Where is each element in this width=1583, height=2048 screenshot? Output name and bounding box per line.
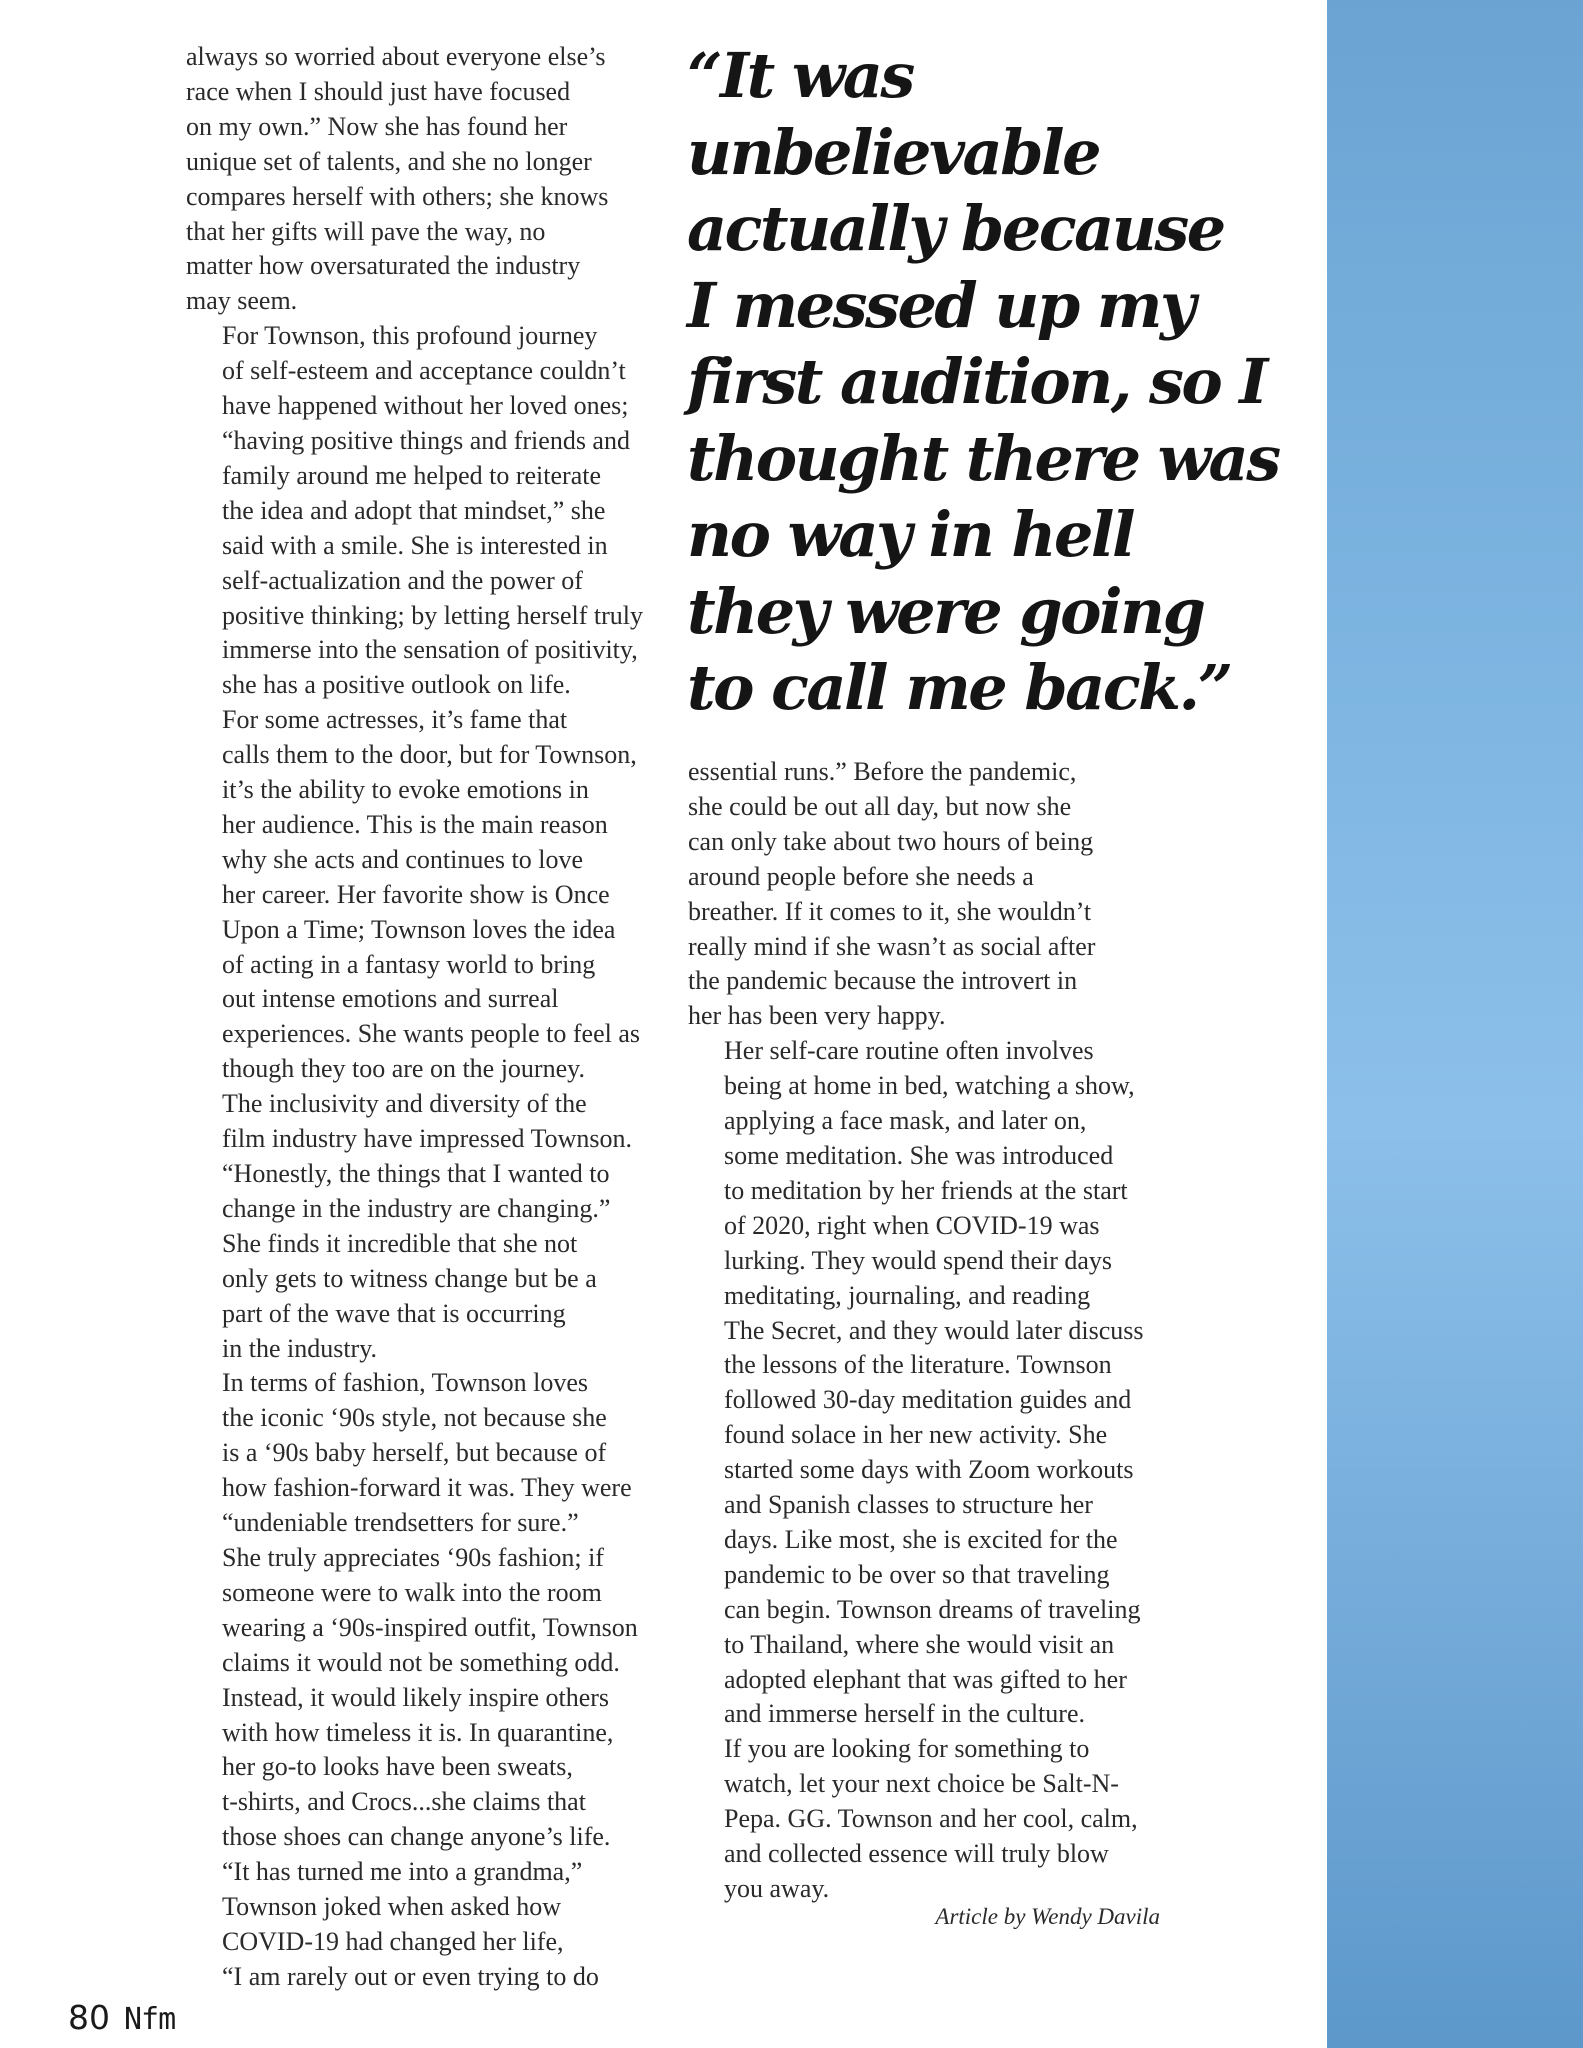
text-line: it’s the ability to evoke emotions in xyxy=(222,775,589,805)
text-line: Her self-care routine often involves xyxy=(724,1036,1094,1066)
text-line: matter how oversaturated the industry xyxy=(186,251,581,281)
text-line: “having positive things and friends and xyxy=(222,425,630,455)
text-line: calls them to the door, but for Townson, xyxy=(222,740,637,770)
text-line: film industry have impressed Townson. xyxy=(222,1124,633,1154)
text-line: in the industry. xyxy=(222,1333,378,1363)
text-line: and Spanish classes to structure her xyxy=(724,1490,1093,1520)
text-line: on my own.” Now she has found her xyxy=(186,111,568,141)
text-line: no way in hell xyxy=(687,498,1134,571)
text-line: first audition, so I xyxy=(687,345,1266,418)
text-line: Townson joked when asked how xyxy=(222,1892,562,1922)
text-line: the pandemic because the introvert in xyxy=(688,966,1078,996)
text-line: wearing a ‘90s-inspired outfit, Townson xyxy=(222,1612,638,1642)
text-line: can begin. Townson dreams of traveling xyxy=(724,1594,1141,1624)
text-line: have happened without her loved ones; xyxy=(222,391,629,421)
text-line: the lessons of the literature. Townson xyxy=(724,1350,1112,1380)
text-line: pandemic to be over so that traveling xyxy=(724,1559,1110,1589)
text-line: race when I should just have focused xyxy=(186,76,571,106)
text-line: that her gifts will pave the way, no xyxy=(186,216,546,246)
blue-photo-edge xyxy=(1327,0,1583,2048)
text-line: “Honestly, the things that I wanted to xyxy=(222,1159,610,1188)
page-number: 80 xyxy=(68,1998,110,2037)
text-line: her go-to looks have been sweats, xyxy=(222,1752,573,1782)
text-line: someone were to walk into the room xyxy=(222,1577,602,1607)
text-line: “It has turned me into a grandma,” xyxy=(222,1857,583,1887)
text-line: may seem. xyxy=(186,286,298,316)
text-line: only gets to witness change but be a xyxy=(222,1263,597,1293)
text-line: actually because xyxy=(687,192,1224,265)
text-line: and immerse herself in the culture. xyxy=(724,1699,1085,1729)
pull-quote xyxy=(687,38,1317,727)
text-line: change in the industry are changing.” xyxy=(222,1193,611,1223)
text-line: why she acts and continues to love xyxy=(222,844,584,874)
text-line: out intense emotions and surreal xyxy=(222,984,559,1014)
text-line: family around me helped to reiterate xyxy=(222,460,602,490)
text-line: For some actresses, it’s fame that xyxy=(222,705,568,735)
text-line: “I am rarely out or even trying to do xyxy=(222,1961,599,1991)
paragraph xyxy=(688,1732,1170,1907)
text-line: her audience. This is the main reason xyxy=(222,809,608,839)
text-line: adopted elephant that was gifted to her xyxy=(724,1664,1127,1694)
text-line: meditating, journaling, and reading xyxy=(724,1280,1091,1310)
text-line: lurking. They would spend their days xyxy=(724,1245,1113,1275)
text-line: positive thinking; by letting herself truly xyxy=(222,600,644,630)
text-line: with how timeless it is. In quarantine, xyxy=(222,1717,614,1747)
text-line: Pepa. GG. Townson and her cool, calm, xyxy=(724,1804,1138,1834)
paragraph xyxy=(688,755,1170,1034)
text-line: immerse into the sensation of positivity, xyxy=(222,635,638,665)
text-line: they were going xyxy=(687,574,1204,648)
text-line: t-shirts, and Crocs...she claims that xyxy=(222,1787,586,1817)
text-line: to Thailand, where she would visit an xyxy=(724,1629,1115,1659)
text-line: The inclusivity and diversity of the xyxy=(222,1089,587,1119)
text-line: The Secret, and they would later discuss xyxy=(724,1315,1144,1345)
text-line: Instead, it would likely inspire others xyxy=(222,1682,610,1712)
text-line: For Townson, this profound journey xyxy=(222,321,598,351)
left-text-column xyxy=(186,40,668,1995)
text-line: to call me back.” xyxy=(687,651,1231,724)
text-line: “undeniable trendsetters for sure.” xyxy=(222,1508,579,1538)
text-line: breather. If it comes to it, she wouldn’t xyxy=(688,896,1092,926)
text-line: said with a smile. She is interested in xyxy=(222,530,608,560)
text-line: found solace in her new activity. She xyxy=(724,1420,1108,1450)
text-line: followed 30-day meditation guides and xyxy=(724,1385,1132,1415)
text-line: is a ‘90s baby herself, but because of xyxy=(222,1438,607,1468)
text-line: always so worried about everyone else’s xyxy=(186,42,606,71)
page-folio xyxy=(68,1998,175,2037)
text-line: around people before she needs a xyxy=(688,861,1034,891)
text-line: she has a positive outlook on life. xyxy=(222,670,571,700)
text-line: the iconic ‘90s style, not because she xyxy=(222,1403,607,1433)
paragraph xyxy=(186,1087,668,1366)
text-line: watch, let your next choice be Salt-N- xyxy=(724,1769,1119,1799)
text-line: essential runs.” Before the pandemic, xyxy=(688,757,1077,786)
text-line: though they too are on the journey. xyxy=(222,1054,585,1084)
byline: Article by Wendy Davila xyxy=(935,1904,1160,1929)
paragraph xyxy=(688,1034,1170,1732)
text-line: how fashion-forward it was. They were xyxy=(222,1473,632,1503)
text-line: of 2020, right when COVID-19 was xyxy=(724,1210,1100,1240)
text-line: compares herself with others; she knows xyxy=(186,181,609,211)
text-line: you away. xyxy=(724,1874,830,1903)
text-line: I messed up my xyxy=(687,268,1194,342)
text-line: unbelievable xyxy=(687,115,1100,189)
text-line: thought there was xyxy=(687,421,1279,495)
text-line: started some days with Zoom workouts xyxy=(724,1455,1134,1485)
paragraph xyxy=(186,1855,668,1995)
text-line: applying a face mask, and later on, xyxy=(724,1106,1087,1136)
paragraph xyxy=(186,1366,668,1855)
text-line: of acting in a fantasy world to bring xyxy=(222,949,596,979)
text-line: can only take about two hours of being xyxy=(688,826,1094,856)
text-line: self-actualization and the power of xyxy=(222,565,583,595)
text-line: In terms of fashion, Townson loves xyxy=(222,1368,588,1398)
text-line: those shoes can change anyone’s life. xyxy=(222,1822,611,1852)
text-line: the idea and adopt that mindset,” she xyxy=(222,495,606,525)
magazine-logo: Nfm xyxy=(124,2002,176,2037)
text-line: some meditation. She was introduced xyxy=(724,1140,1114,1170)
text-line: If you are looking for something to xyxy=(724,1734,1090,1764)
text-line: being at home in bed, watching a show, xyxy=(724,1071,1135,1101)
text-line: Upon a Time; Townson loves the idea xyxy=(222,914,616,944)
paragraph xyxy=(186,40,668,319)
text-line: to meditation by her friends at the start xyxy=(724,1175,1128,1205)
right-text-column xyxy=(688,755,1170,1907)
text-line: She truly appreciates ‘90s fashion; if xyxy=(222,1542,604,1572)
text-line: of self-esteem and acceptance couldn’t xyxy=(222,356,626,386)
text-line: days. Like most, she is excited for the xyxy=(724,1524,1118,1554)
text-line: unique set of talents, and she no longer xyxy=(186,146,592,176)
text-line: experiences. She wants people to feel as xyxy=(222,1019,641,1049)
text-line: her has been very happy. xyxy=(688,1001,946,1031)
text-line: She finds it incredible that she not xyxy=(222,1228,578,1258)
text-line: COVID-19 had changed her life, xyxy=(222,1926,564,1956)
text-line: her career. Her favorite show is Once xyxy=(222,879,610,909)
paragraph xyxy=(186,703,668,1087)
text-line: really mind if she wasn’t as social after xyxy=(688,931,1096,961)
text-line: claims it would not be something odd. xyxy=(222,1647,620,1677)
text-line: and collected essence will truly blow xyxy=(724,1839,1109,1869)
text-line: part of the wave that is occurring xyxy=(222,1298,566,1328)
paragraph xyxy=(186,319,668,703)
text-line: “It was xyxy=(687,39,913,112)
text-line: she could be out all day, but now she xyxy=(688,791,1072,821)
